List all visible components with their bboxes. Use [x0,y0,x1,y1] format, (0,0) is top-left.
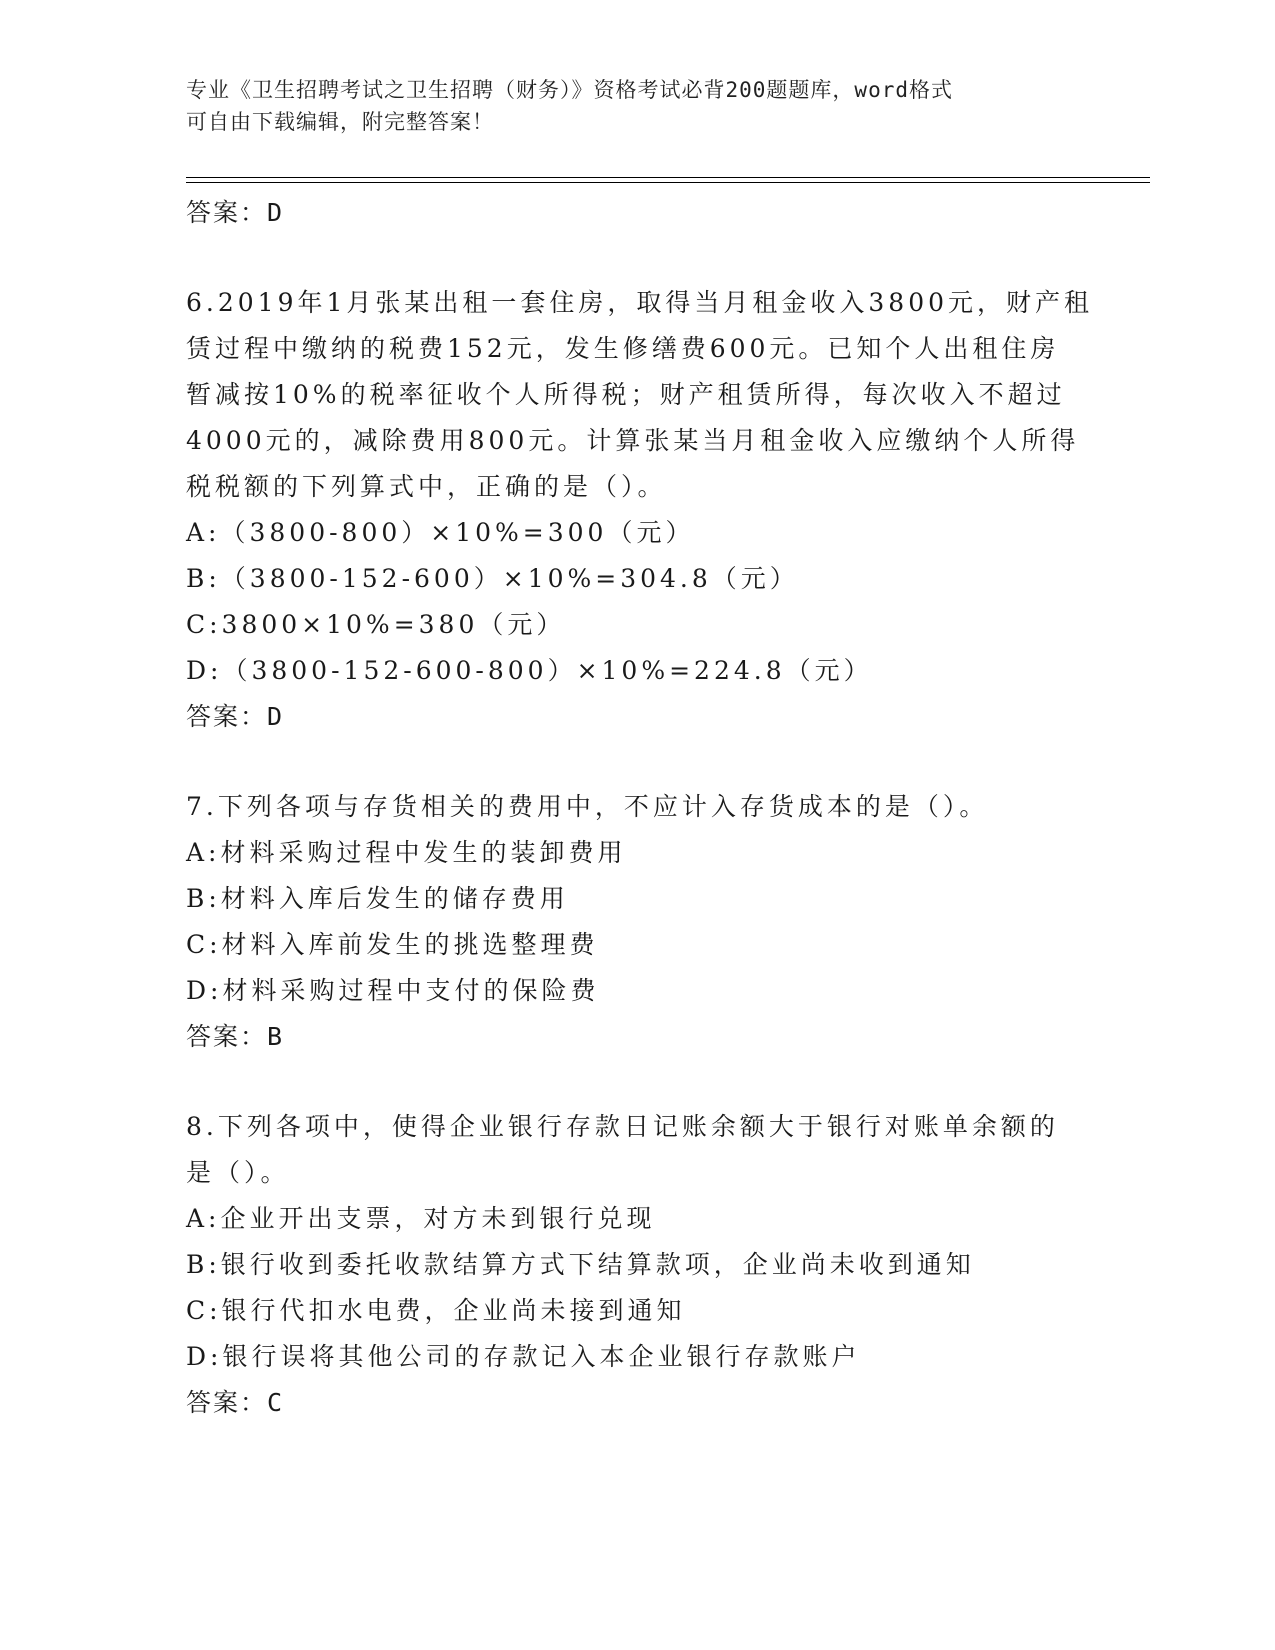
spacer [186,236,1116,280]
option-c: C:银行代扣水电费，企业尚未接到通知 [186,1296,686,1325]
option-d: D:（3800-152-600-800）×10%=224.8（元） [186,656,873,685]
question-text-line: 4000元的，减除费用800元。计算张某当月租金收入应缴纳个人所得 [186,426,1080,455]
option-a: A:（3800-800）×10%=300（元） [186,518,695,547]
answer-block-5 [186,190,1116,236]
option-a: A:材料采购过程中发生的装卸费用 [186,838,627,867]
spacer [186,740,1116,784]
header-line-1: 专业《卫生招聘考试之卫生招聘（财务）》资格考试必背200题题库，word格式 [186,78,953,102]
answer-line: 答案：C [186,1388,285,1417]
option-a: A:企业开出支票，对方未到银行兑现 [186,1204,656,1233]
header-divider-top [186,177,1150,178]
answer-line: 答案：B [186,1022,285,1051]
question-block-8 [186,1104,1116,1426]
option-c: C:3800×10%=380（元） [186,610,566,639]
option-b: B:银行收到委托收款结算方式下结算款项，企业尚未收到通知 [186,1250,975,1279]
header-divider-bottom [186,182,1150,183]
option-d: D:银行误将其他公司的存款记入本企业银行存款账户 [186,1342,861,1371]
option-b: B:（3800-152-600）×10%=304.8（元） [186,564,799,593]
question-text-line: 税税额的下列算式中，正确的是（）。 [186,472,667,501]
header-line-2: 可自由下载编辑，附完整答案！ [186,110,494,134]
question-block-7 [186,784,1116,1060]
spacer [186,1060,1116,1104]
answer-line: 答案：D [186,198,285,227]
question-block-6 [186,280,1116,740]
option-d: D:材料采购过程中支付的保险费 [186,976,600,1005]
question-text-line: 7.下列各项与存货相关的费用中，不应计入存货成本的是（）。 [186,792,989,821]
option-c: C:材料入库前发生的挑选整理费 [186,930,599,959]
question-text-line: 赁过程中缴纳的税费152元，发生修缮费600元。已知个人出租住房 [186,334,1060,363]
question-text-line: 6.2019年1月张某出租一套住房，取得当月租金收入3800元，财产租 [186,288,1094,317]
question-text-line: 暂减按10%的税率征收个人所得税；财产租赁所得，每次收入不超过 [186,380,1066,409]
document-header [186,74,1066,138]
option-b: B:材料入库后发生的储存费用 [186,884,569,913]
document-body [186,190,1116,1426]
question-text-line: 是（）。 [186,1158,290,1187]
answer-line: 答案：D [186,702,285,731]
question-text-line: 8.下列各项中，使得企业银行存款日记账余额大于银行对账单余额的 [186,1112,1059,1141]
